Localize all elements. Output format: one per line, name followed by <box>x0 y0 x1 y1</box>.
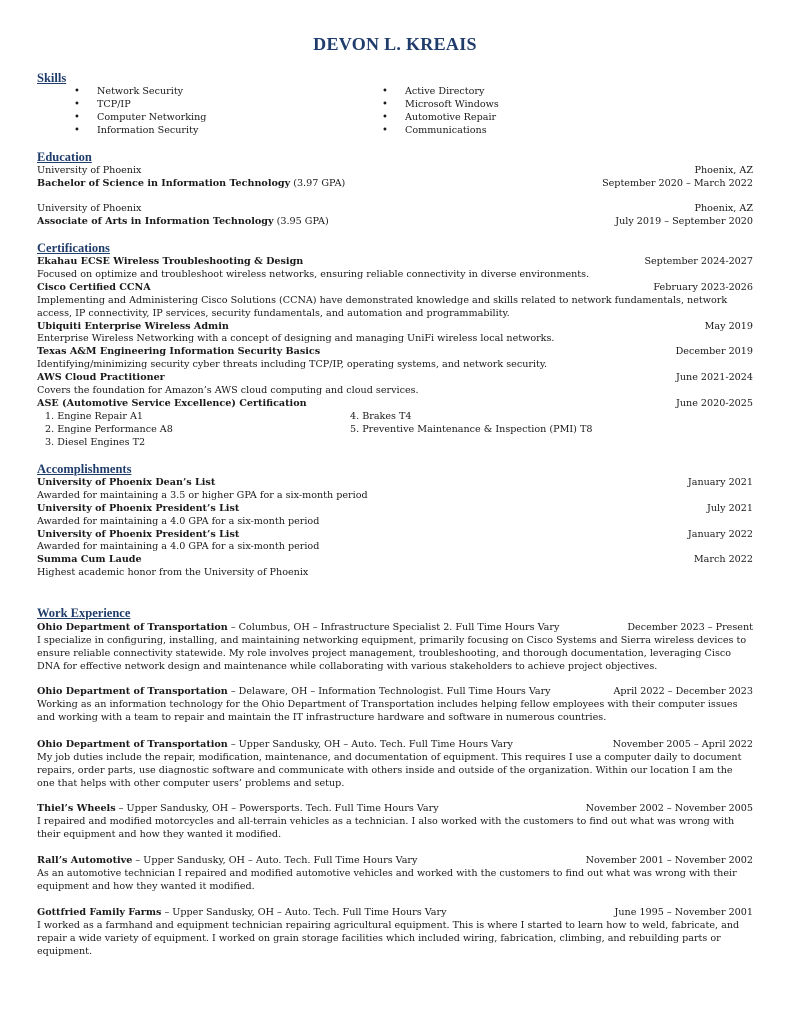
accomplishment-description: Awarded for maintaining a 3.5 or higher GPA for a six-month period <box>37 489 368 501</box>
certification-dates: September 2024-2027 <box>644 256 753 267</box>
accomplishment-title: University of Phoenix President’s List <box>37 528 240 540</box>
certification-description: Enterprise Wireless Networking with a concept of designing and managing UniFi wireless local networks. <box>37 333 555 345</box>
certification-dates: June 2020-2025 <box>675 397 753 409</box>
certification-list <box>37 256 753 449</box>
school-name: University of Phoenix <box>37 203 142 214</box>
employer-name: Ohio Department of Transportation <box>37 622 228 633</box>
school-name: University of Phoenix <box>37 165 142 176</box>
skill-item: • Computer Networking <box>74 112 206 125</box>
accomplishment-description: Awarded for maintaining a 4.0 GPA for a six-month period <box>37 541 320 553</box>
work-entry <box>37 686 753 725</box>
accomplishment-description: Awarded for maintaining a 4.0 GPA for a six-month period <box>37 515 320 527</box>
accomplishment-list <box>37 477 753 580</box>
job-detail: – Delaware, OH – Information Technologist. Full Time Hours Vary <box>227 686 551 697</box>
job-detail: – Upper Sandusky, OH – Powersports. Tech. Full Time Hours Vary <box>115 803 439 814</box>
ase-item: 5. Preventive Maintenance & Inspection (PMI) T8 <box>350 423 593 435</box>
accomplishment-date: July 2021 <box>707 502 753 514</box>
job-description: As an automotive technician I repaired and modified automotive vehicles and worked with the customers to find out what was wrong with their equipment and how they wanted it modified. <box>37 867 737 892</box>
degree-gpa: (3.97 GPA) <box>290 177 346 189</box>
accomplishment-date: January 2022 <box>687 528 753 540</box>
accomplishment-date: January 2021 <box>687 477 753 488</box>
education-entry <box>37 165 753 191</box>
job-dates: December 2023 – Present <box>627 622 753 633</box>
certification-title: Ekahau ECSE Wireless Troubleshooting & Design <box>37 256 304 267</box>
section-heading-skills: Skills <box>37 71 67 85</box>
employer-name: Thiel’s Wheels <box>37 803 116 814</box>
school-location: Phoenix, AZ <box>694 203 753 214</box>
job-detail: – Upper Sandusky, OH – Auto. Tech. Full Time Hours Vary <box>132 855 418 866</box>
certification-title: Ubiquiti Enterprise Wireless Admin <box>37 320 229 332</box>
job-description: Working as an information technology for the Ohio Department of Transportation includes helping fellow employees with their computer issues and working with a team to repair and maintain the IT infrastructure hardware and software in numerous countries. <box>37 698 738 723</box>
employer-name: Gottfried Family Farms <box>37 907 162 918</box>
work-entry <box>37 803 753 842</box>
skill-item: • Automotive Repair <box>382 112 499 125</box>
job-description: My job duties include the repair, modification, maintenance, and documentation of equipment. This requires I use a computer daily to document repairs, order parts, use diagnostic software and communicate with others inside and outside of the organization. Within our location I am the one that helps with other computer users’ problems and setup. <box>37 751 742 789</box>
degree-gpa: (3.95 GPA) <box>273 215 329 227</box>
degree-title: Bachelor of Science in Information Technology <box>37 177 291 189</box>
certification-description: Implementing and Administering Cisco Solutions (CCNA) have demonstrated knowledge and skills related to network fundamentals, network access, IP connectivity, IP services, security fundamentals, and automation and programmability. <box>37 294 728 319</box>
job-dates: June 1995 – November 2001 <box>614 907 753 918</box>
job-description: I specialize in configuring, installing, and maintaining networking equipment, primarily focusing on Cisco Systems and Sierra wireless devices to ensure reliable connectivity statewide. My role involves project management, troubleshooting, and thorough documentation, leveraging Cisco DNA for effective network design and maintenance while collaborating with various stakeholders to achieve project objectives. <box>37 634 747 672</box>
job-description: I worked as a farmhand and equipment technician repairing agricultural equipment. This is where I started to learn how to weld, fabricate, and repair a wide variety of equipment. I worked on grain storage facilities which included wiring, fabrication, climbing, and rebuilding parts or equipment. <box>37 919 740 957</box>
degree-title: Associate of Arts in Information Technology <box>37 215 274 227</box>
skill-item: • Active Directory <box>382 86 499 99</box>
accomplishment-date: March 2022 <box>693 554 753 566</box>
job-detail: – Upper Sandusky, OH – Auto. Tech. Full Time Hours Vary <box>161 907 447 918</box>
work-entry <box>37 907 753 959</box>
employer-name: Rall’s Automotive <box>37 855 133 866</box>
certification-title: AWS Cloud Practitioner <box>37 372 165 384</box>
job-detail: – Columbus, OH – Infrastructure Specialist 2. Full Time Hours Vary <box>227 622 560 633</box>
section-heading-certifications: Certifications <box>37 241 110 255</box>
work-entry <box>37 622 753 674</box>
employer-name: Ohio Department of Transportation <box>37 686 228 697</box>
ase-item: 1. Engine Repair A1 <box>45 410 143 422</box>
ase-item: 4. Brakes T4 <box>350 410 412 422</box>
job-dates: November 2005 – April 2022 <box>612 739 753 750</box>
section-heading-accomplishments: Accomplishments <box>37 462 132 476</box>
ase-item: 3. Diesel Engines T2 <box>45 436 146 448</box>
skill-item: • TCP/IP <box>74 99 206 112</box>
work-entry <box>37 855 753 894</box>
school-location: Phoenix, AZ <box>694 165 753 176</box>
degree-dates: September 2020 – March 2022 <box>602 177 753 189</box>
ase-item: 2. Engine Performance A8 <box>45 423 173 435</box>
section-heading-work-experience: Work Experience <box>37 606 131 620</box>
certification-title: ASE (Automotive Service Excellence) Certification <box>37 397 307 409</box>
skills-list <box>37 86 753 138</box>
certification-dates: May 2019 <box>704 320 753 332</box>
education-entry <box>37 203 753 229</box>
skills-column-left <box>74 86 206 138</box>
accomplishment-title: Summa Cum Laude <box>37 554 142 566</box>
job-dates: November 2002 – November 2005 <box>585 803 753 814</box>
accomplishment-title: University of Phoenix Dean’s List <box>37 477 216 488</box>
accomplishment-title: University of Phoenix President’s List <box>37 502 240 514</box>
skills-column-right <box>382 86 499 138</box>
employer-name: Ohio Department of Transportation <box>37 739 228 750</box>
certification-description: Covers the foundation for Amazon’s AWS cloud computing and cloud services. <box>37 384 419 396</box>
ase-certification-list <box>37 411 753 450</box>
skill-item: • Network Security <box>74 86 206 99</box>
skill-item: • Communications <box>382 125 499 138</box>
certification-title: Texas A&M Engineering Information Security Basics <box>37 346 321 358</box>
accomplishment-description: Highest academic honor from the University of Phoenix <box>37 567 309 579</box>
certification-title: Cisco Certified CCNA <box>37 281 151 293</box>
certification-dates: June 2021-2024 <box>675 372 753 384</box>
certification-description: Focused on optimize and troubleshoot wireless networks, ensuring reliable connectivity in diverse environments. <box>37 268 590 280</box>
certification-description: Identifying/minimizing security cyber threats including TCP/IP, operating systems, and network security. <box>37 359 548 371</box>
work-entry <box>37 739 753 791</box>
job-detail: – Upper Sandusky, OH – Auto. Tech. Full Time Hours Vary <box>227 739 513 750</box>
section-heading-education: Education <box>37 150 92 164</box>
degree-dates: July 2019 – September 2020 <box>615 215 753 227</box>
job-description: I repaired and modified motorcycles and all-terrain vehicles as a technician. I also worked with the customers to find out what was wrong with their equipment and how they wanted it modified. <box>37 815 735 840</box>
certification-dates: December 2019 <box>675 346 753 358</box>
skill-item: • Information Security <box>74 125 206 138</box>
candidate-name: DEVON L. KREAIS <box>313 34 477 54</box>
job-dates: November 2001 – November 2002 <box>585 855 753 866</box>
resume-page <box>37 0 753 1024</box>
skill-item: • Microsoft Windows <box>382 99 499 112</box>
certification-dates: February 2023-2026 <box>653 281 753 293</box>
job-dates: April 2022 – December 2023 <box>613 686 753 697</box>
